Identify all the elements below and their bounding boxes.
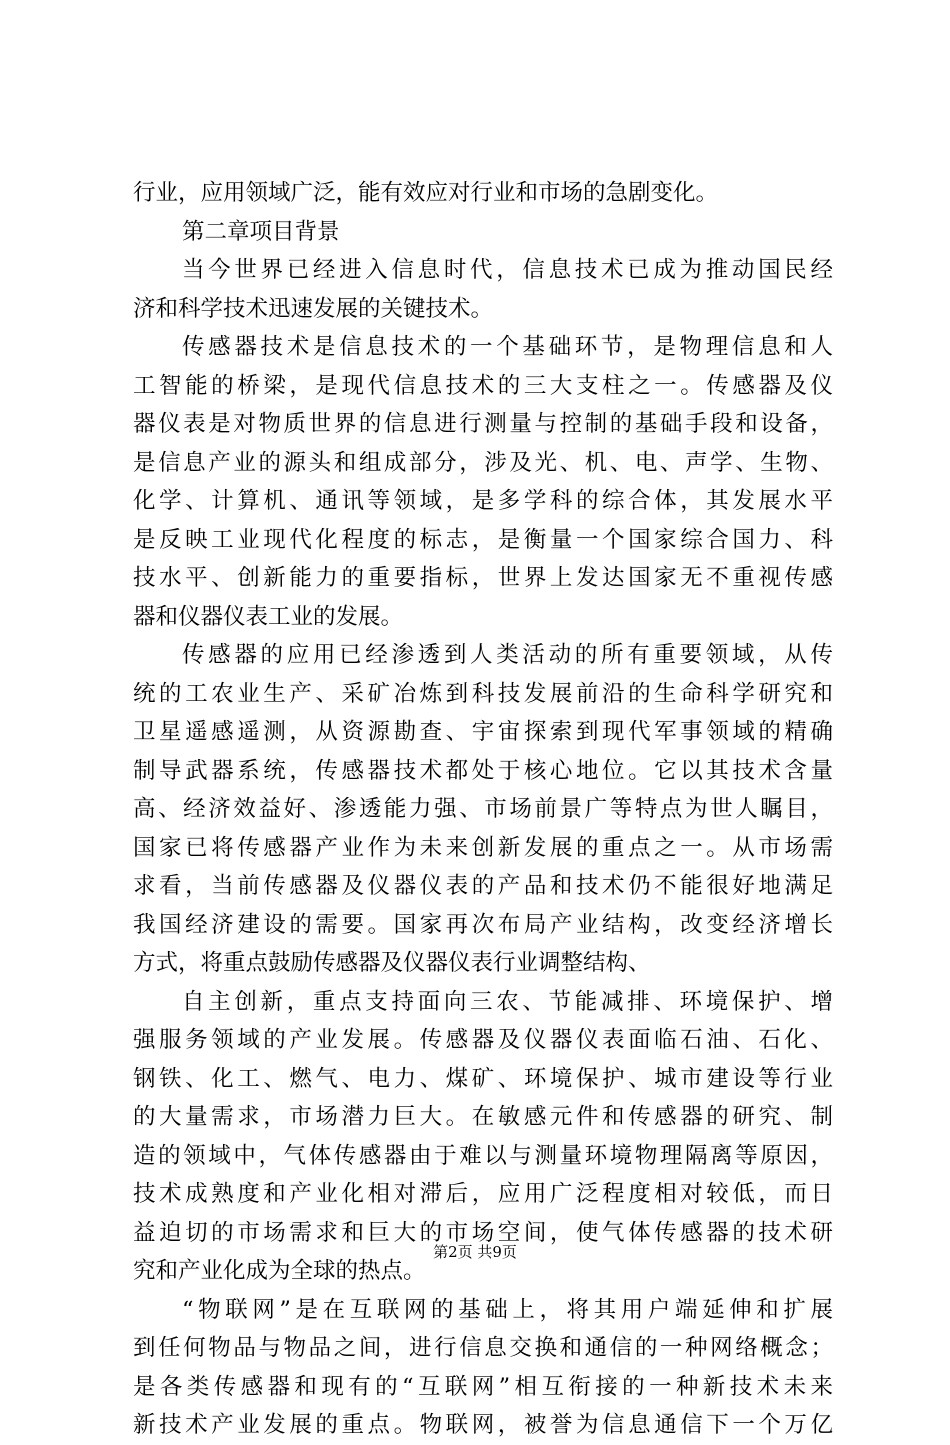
text-line: 当今世界已经进入信息时代，信息技术已成为推动国民经 [182,257,833,283]
text-line: 方式，将重点鼓励传感器及仪器仪表行业调整结构、 [133,950,651,976]
text-line: 到任何物品与物品之间，进行信息交换和通信的一种网络概念； [133,1335,833,1361]
text-line: 化学、计算机、通讯等领域，是多学科的综合体，其发展水平 [133,488,833,514]
text-line: 是反映工业现代化程度的标志，是衡量一个国家综合国力、科 [133,526,833,553]
text-line: 钢铁、化工、燃气、电力、煤矿、环境保护、城市建设等行业 [133,1065,833,1092]
text-line: 行业，应用领域广泛，能有效应对行业和市场的急剧变化。 [133,180,719,206]
text-line: 卫星遥感遥测，从资源勘查、宇宙探索到现代军事领域的精确 [133,719,833,745]
text-line: 究和产业化成为全球的热点。 [133,1258,426,1284]
text-line: 器和仪器仪表工业的发展。 [133,603,404,630]
text-line: 益迫切的市场需求和巨大的市场空间，使气体传感器的技术研 [133,1219,833,1246]
text-line: 强服务领域的产业发展。传感器及仪器仪表面临石油、石化、 [133,1027,833,1053]
text-line: 高、经济效益好、渗透能力强、市场前景广等特点为世人瞩目， [133,796,833,822]
text-line: “物联网”是在互联网的基础上，将其用户端延伸和扩展 [182,1296,833,1323]
text-line: 济和科学技术迅速发展的关键技术。 [133,295,494,322]
text-line: 求看，当前传感器及仪器仪表的产品和技术仍不能很好地满足 [133,873,833,899]
text-line: 传感器技术是信息技术的一个基础环节，是物理信息和人 [182,334,833,360]
text-line: 造的领域中，气体传感器由于难以与测量环境物理隔离等原因， [133,1142,833,1169]
text-line: 技术成熟度和产业化相对滞后，应用广泛程度相对较低，而日 [133,1181,833,1207]
text-line: 我国经济建设的需要。国家再次布局产业结构，改变经济增长 [133,911,833,938]
section-heading: 第二章项目背景 [182,218,340,245]
text-line: 器仪表是对物质世界的信息进行测量与控制的基础手段和设备， [133,411,833,437]
text-line: 自主创新，重点支持面向三农、节能减排、环境保护、增 [182,988,833,1015]
text-line: 的大量需求，市场潜力巨大。在敏感元件和传感器的研究、制 [133,1104,833,1130]
text-line: 传感器的应用已经渗透到人类活动的所有重要领域，从传 [182,642,833,668]
text-line: 新技术产业发展的重点。物联网，被誉为信息通信下一个万亿 [133,1412,833,1438]
text-line: 工智能的桥梁，是现代信息技术的三大支柱之一。传感器及仪 [133,372,833,399]
page-number-footer: 第2页 共9页 [433,1243,517,1261]
text-line: 是信息产业的源头和组成部分，涉及光、机、电、声学、生物、 [133,449,833,476]
text-line: 技水平、创新能力的重要指标，世界上发达国家无不重视传感 [133,565,833,591]
text-line: 统的工农业生产、采矿冶炼到科技发展前沿的生命科学研究和 [133,680,833,707]
text-line: 是各类传感器和现有的“互联网”相互衔接的一种新技术未来 [133,1373,833,1400]
text-line: 国家已将传感器产业作为未来创新发展的重点之一。从市场需 [133,834,833,861]
text-line: 制导武器系统，传感器技术都处于核心地位。它以其技术含量 [133,757,833,784]
